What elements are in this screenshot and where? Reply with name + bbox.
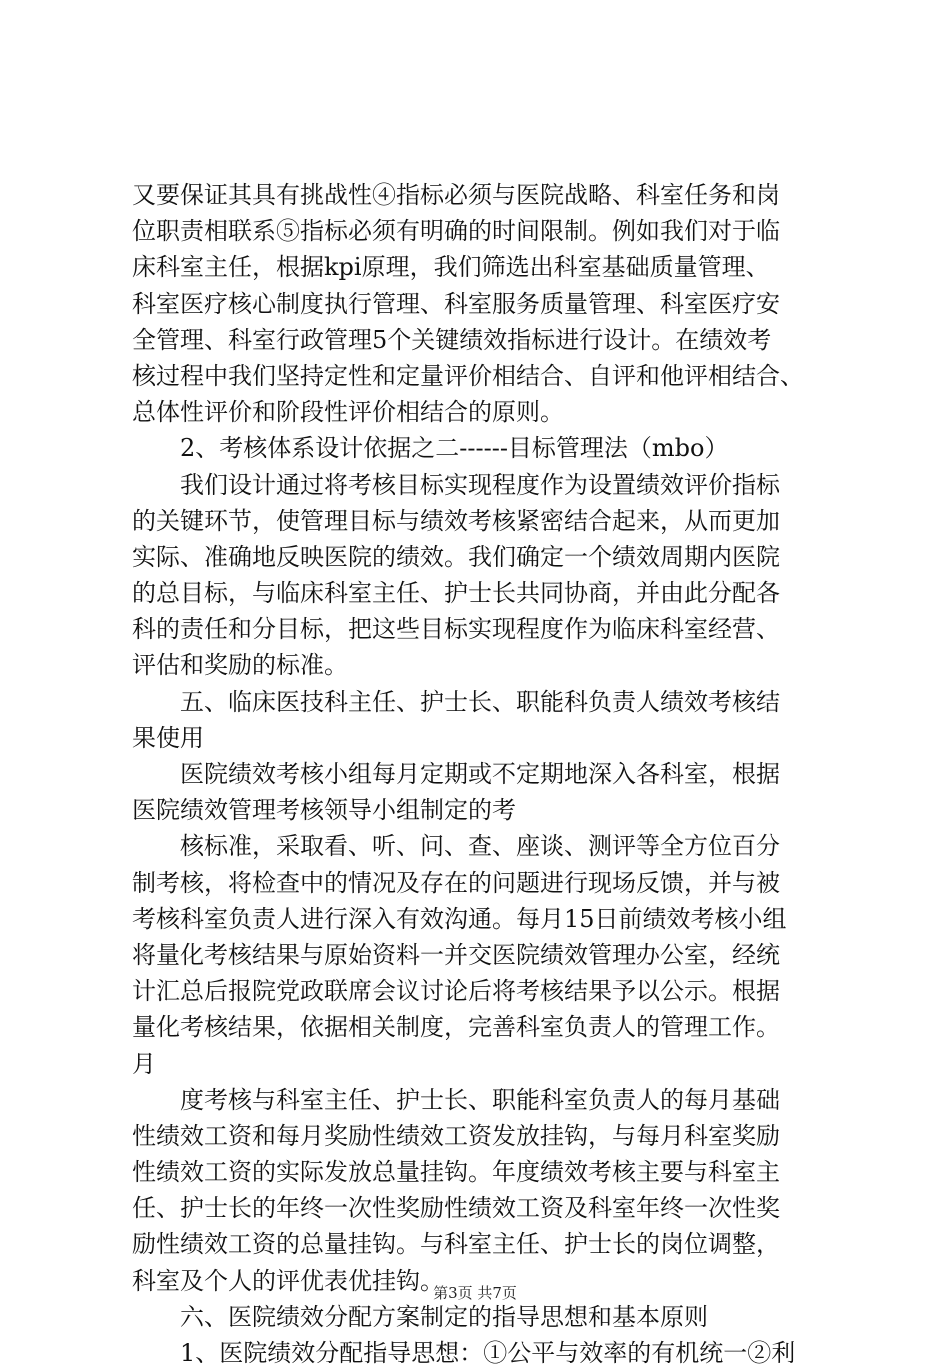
text-line: 的总目标，与临床科室主任、护士长共同协商，并由此分配各: [132, 579, 780, 608]
text-line: 评估和奖励的标准。: [132, 651, 348, 680]
text-line: 六、医院绩效分配方案制定的指导思想和基本原则: [180, 1302, 708, 1331]
text-line: 量化考核结果，依据相关制度，完善科室负责人的管理工作。: [132, 1013, 780, 1042]
text-line: 励性绩效工资的总量挂钩。与科室主任、护士长的岗位调整，: [132, 1230, 780, 1259]
page-footer: 第3页 共7页: [433, 1284, 517, 1302]
text-line: 我们设计通过将考核目标实现程度作为设置绩效评价指标: [180, 470, 780, 499]
text-line: 五、临床医技科主任、护士长、职能科负责人绩效考核结: [180, 687, 780, 716]
text-line: 月: [132, 1049, 156, 1078]
document-body: [132, 177, 832, 1371]
text-line: 床科室主任，根据kpi原理，我们筛选出科室基础质量管理、: [132, 253, 770, 282]
text-line: 核标准，采取看、听、问、查、座谈、测评等全方位百分: [180, 832, 780, 861]
text-line: 核过程中我们坚持定性和定量评价相结合、自评和他评相结合、: [132, 361, 804, 390]
text-line: 医院绩效管理考核领导小组制定的考: [132, 796, 516, 825]
text-line: 性绩效工资的实际发放总量挂钩。年度绩效考核主要与科室主: [132, 1158, 780, 1187]
text-line: 总体性评价和阶段性评价相结合的原则。: [132, 398, 564, 427]
text-line: 2、考核体系设计依据之二------目标管理法（mbo）: [180, 434, 729, 463]
text-line: 将量化考核结果与原始资料一并交医院绩效管理办公室，经统: [132, 940, 780, 969]
text-line: 科室及个人的评优表优挂钩。: [132, 1266, 444, 1295]
text-line: 全管理、科室行政管理5个关键绩效指标进行设计。在绩效考: [132, 325, 772, 354]
text-line: 的关键环节，使管理目标与绩效考核紧密结合起来，从而更加: [132, 506, 780, 535]
text-line: 考核科室负责人进行深入有效沟通。每月15日前绩效考核小组: [132, 904, 787, 933]
text-line: 实际、准确地反映医院的绩效。我们确定一个绩效周期内医院: [132, 542, 780, 571]
text-line: 医院绩效考核小组每月定期或不定期地深入各科室，根据: [180, 760, 780, 788]
text-line: 性绩效工资和每月奖励性绩效工资发放挂钩，与每月科室奖励: [132, 1121, 780, 1150]
text-line: 科的责任和分目标，把这些目标实现程度作为临床科室经营、: [132, 615, 780, 644]
text-line: 度考核与科室主任、护士长、职能科室负责人的每月基础: [180, 1085, 780, 1114]
text-line: 制考核，将检查中的情况及存在的问题进行现场反馈，并与被: [132, 868, 780, 897]
text-line: 科室医疗核心制度执行管理、科室服务质量管理、科室医疗安: [132, 289, 780, 318]
text-line: 任、护士长的年终一次性奖励性绩效工资及科室年终一次性奖: [132, 1194, 780, 1223]
text-line: 位职责相联系⑤指标必须有明确的时间限制。例如我们对于临: [132, 217, 780, 246]
text-line: 果使用: [132, 723, 204, 752]
text-line: 又要保证其具有挑战性④指标必须与医院战略、科室任务和岗: [132, 181, 780, 209]
text-line: 1、医院绩效分配指导思想：①公平与效率的有机统一②利: [180, 1339, 796, 1367]
text-line: 计汇总后报院党政联席会议讨论后将考核结果予以公示。根据: [132, 977, 780, 1006]
